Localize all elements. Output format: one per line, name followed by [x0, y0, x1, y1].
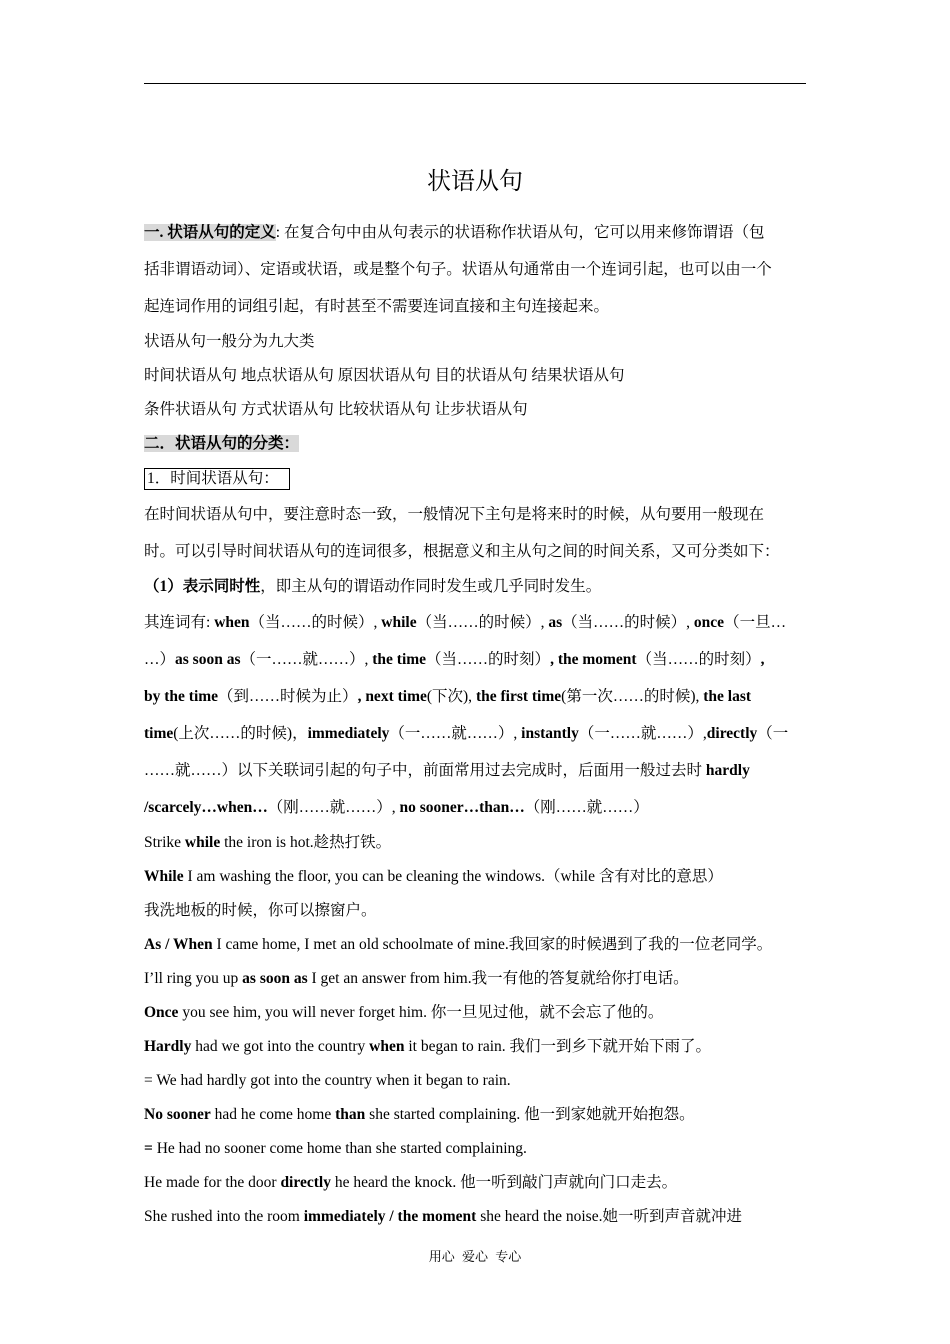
simultaneity-heading: （1）表示同时性，即主从句的谓语动作同时发生或几乎同时发生。: [144, 578, 602, 595]
category-list-1: 时间状语从句 地点状语从句 原因状语从句 目的状语从句 结果状语从句: [144, 367, 625, 384]
example-8: He made for the door directly he heard the knock. 他一听到敲门声就向门口走去。: [144, 1174, 678, 1191]
time-intro-2: 时。可以引导时间状语从句的连词很多，根据意义和主从句之间的时间关系，又可分类如下：: [144, 543, 780, 560]
category-intro: 状语从句一般分为九大类: [144, 333, 315, 350]
example-4: I’ll ring you up as soon as I get an answer from him.我一有他的答复就给你打电话。: [144, 970, 689, 987]
time-intro-1: 在时间状语从句中，要注意时态一致，一般情况下主句是将来时的时候，从句要用一般现在: [144, 506, 765, 523]
section2-heading: 二．状语从句的分类：: [144, 435, 300, 452]
definition-line-2: 括非谓语动词）、定语或状语，或是整个句子。状语从句通常由一个连词引起，也可以由一个: [144, 261, 772, 278]
example-9: She rushed into the room immediately / the moment she heard the noise.她一听到声音就冲进: [144, 1208, 742, 1225]
definition-line-3: 起连词作用的词组引起，有时甚至不需要连词直接和主句连接起来。: [144, 298, 610, 315]
example-5: Once you see him, you will never forget him. 你一旦见过他，就不会忘了他的。: [144, 1004, 664, 1021]
example-1: Strike while the iron is hot.趁热打铁。: [144, 834, 392, 851]
page-title: 状语从句: [427, 167, 523, 195]
header-rule: [144, 83, 806, 84]
section1-heading: 一. 状语从句的定义: [144, 224, 276, 241]
conjunction-line-3: by the time（到……时候为止）, next time(下次), the first time(第一次……的时候), the last: [144, 688, 752, 705]
page-footer: 用心 爱心 专心: [428, 1249, 522, 1264]
document-body: [144, 214, 816, 1234]
category-list-2: 条件状语从句 方式状语从句 比较状语从句 让步状语从句: [144, 401, 528, 418]
example-2: While I am washing the floor, you can be cleaning the windows.（while 含有对比的意思）: [144, 868, 723, 885]
section2-heading-line: [144, 427, 816, 461]
conjunction-line-5: ……就……）以下关联词引起的句子中，前面常用过去完成时，后面用一般过去时 hardly: [144, 762, 750, 779]
example-7-equivalent: = He had no sooner come home than she started complaining.: [144, 1140, 527, 1157]
conjunction-line-4: time(上次……的时候)，immediately（一……就……）, instantly（一……就……）,directly（一: [144, 725, 789, 742]
conjunction-line-1: 其连词有: when（当……的时候）, while（当……的时候）, as（当……的时候）, once（一旦…: [144, 614, 787, 631]
subsection-time-clause: 1．时间状语从句：: [144, 468, 290, 490]
subsection-line: [144, 461, 816, 496]
example-7: No sooner had he come home than she started complaining. 他一到家她就开始抱怨。: [144, 1106, 695, 1123]
conjunction-line-2: …）as soon as（一……就……）, the time（当……的时刻）, the moment（当……的时刻）,: [144, 651, 765, 668]
example-2-translation: 我洗地板的时候，你可以擦窗户。: [144, 902, 377, 919]
definition-line-1: 一. 状语从句的定义: 在复合句中由从句表示的状语称作状语从句，它可以用来修饰谓语（包: [144, 224, 765, 241]
example-3: As / When I came home, I met an old schoolmate of mine.我回家的时候遇到了我的一位老同学。: [144, 936, 773, 953]
conjunction-line-6: /scarcely…when…（刚……就……）, no sooner…than…（刚……就……）: [144, 799, 649, 816]
example-6-equivalent: = We had hardly got into the country when it began to rain.: [144, 1072, 511, 1089]
example-6: Hardly had we got into the country when it began to rain. 我们一到乡下就开始下雨了。: [144, 1038, 712, 1055]
